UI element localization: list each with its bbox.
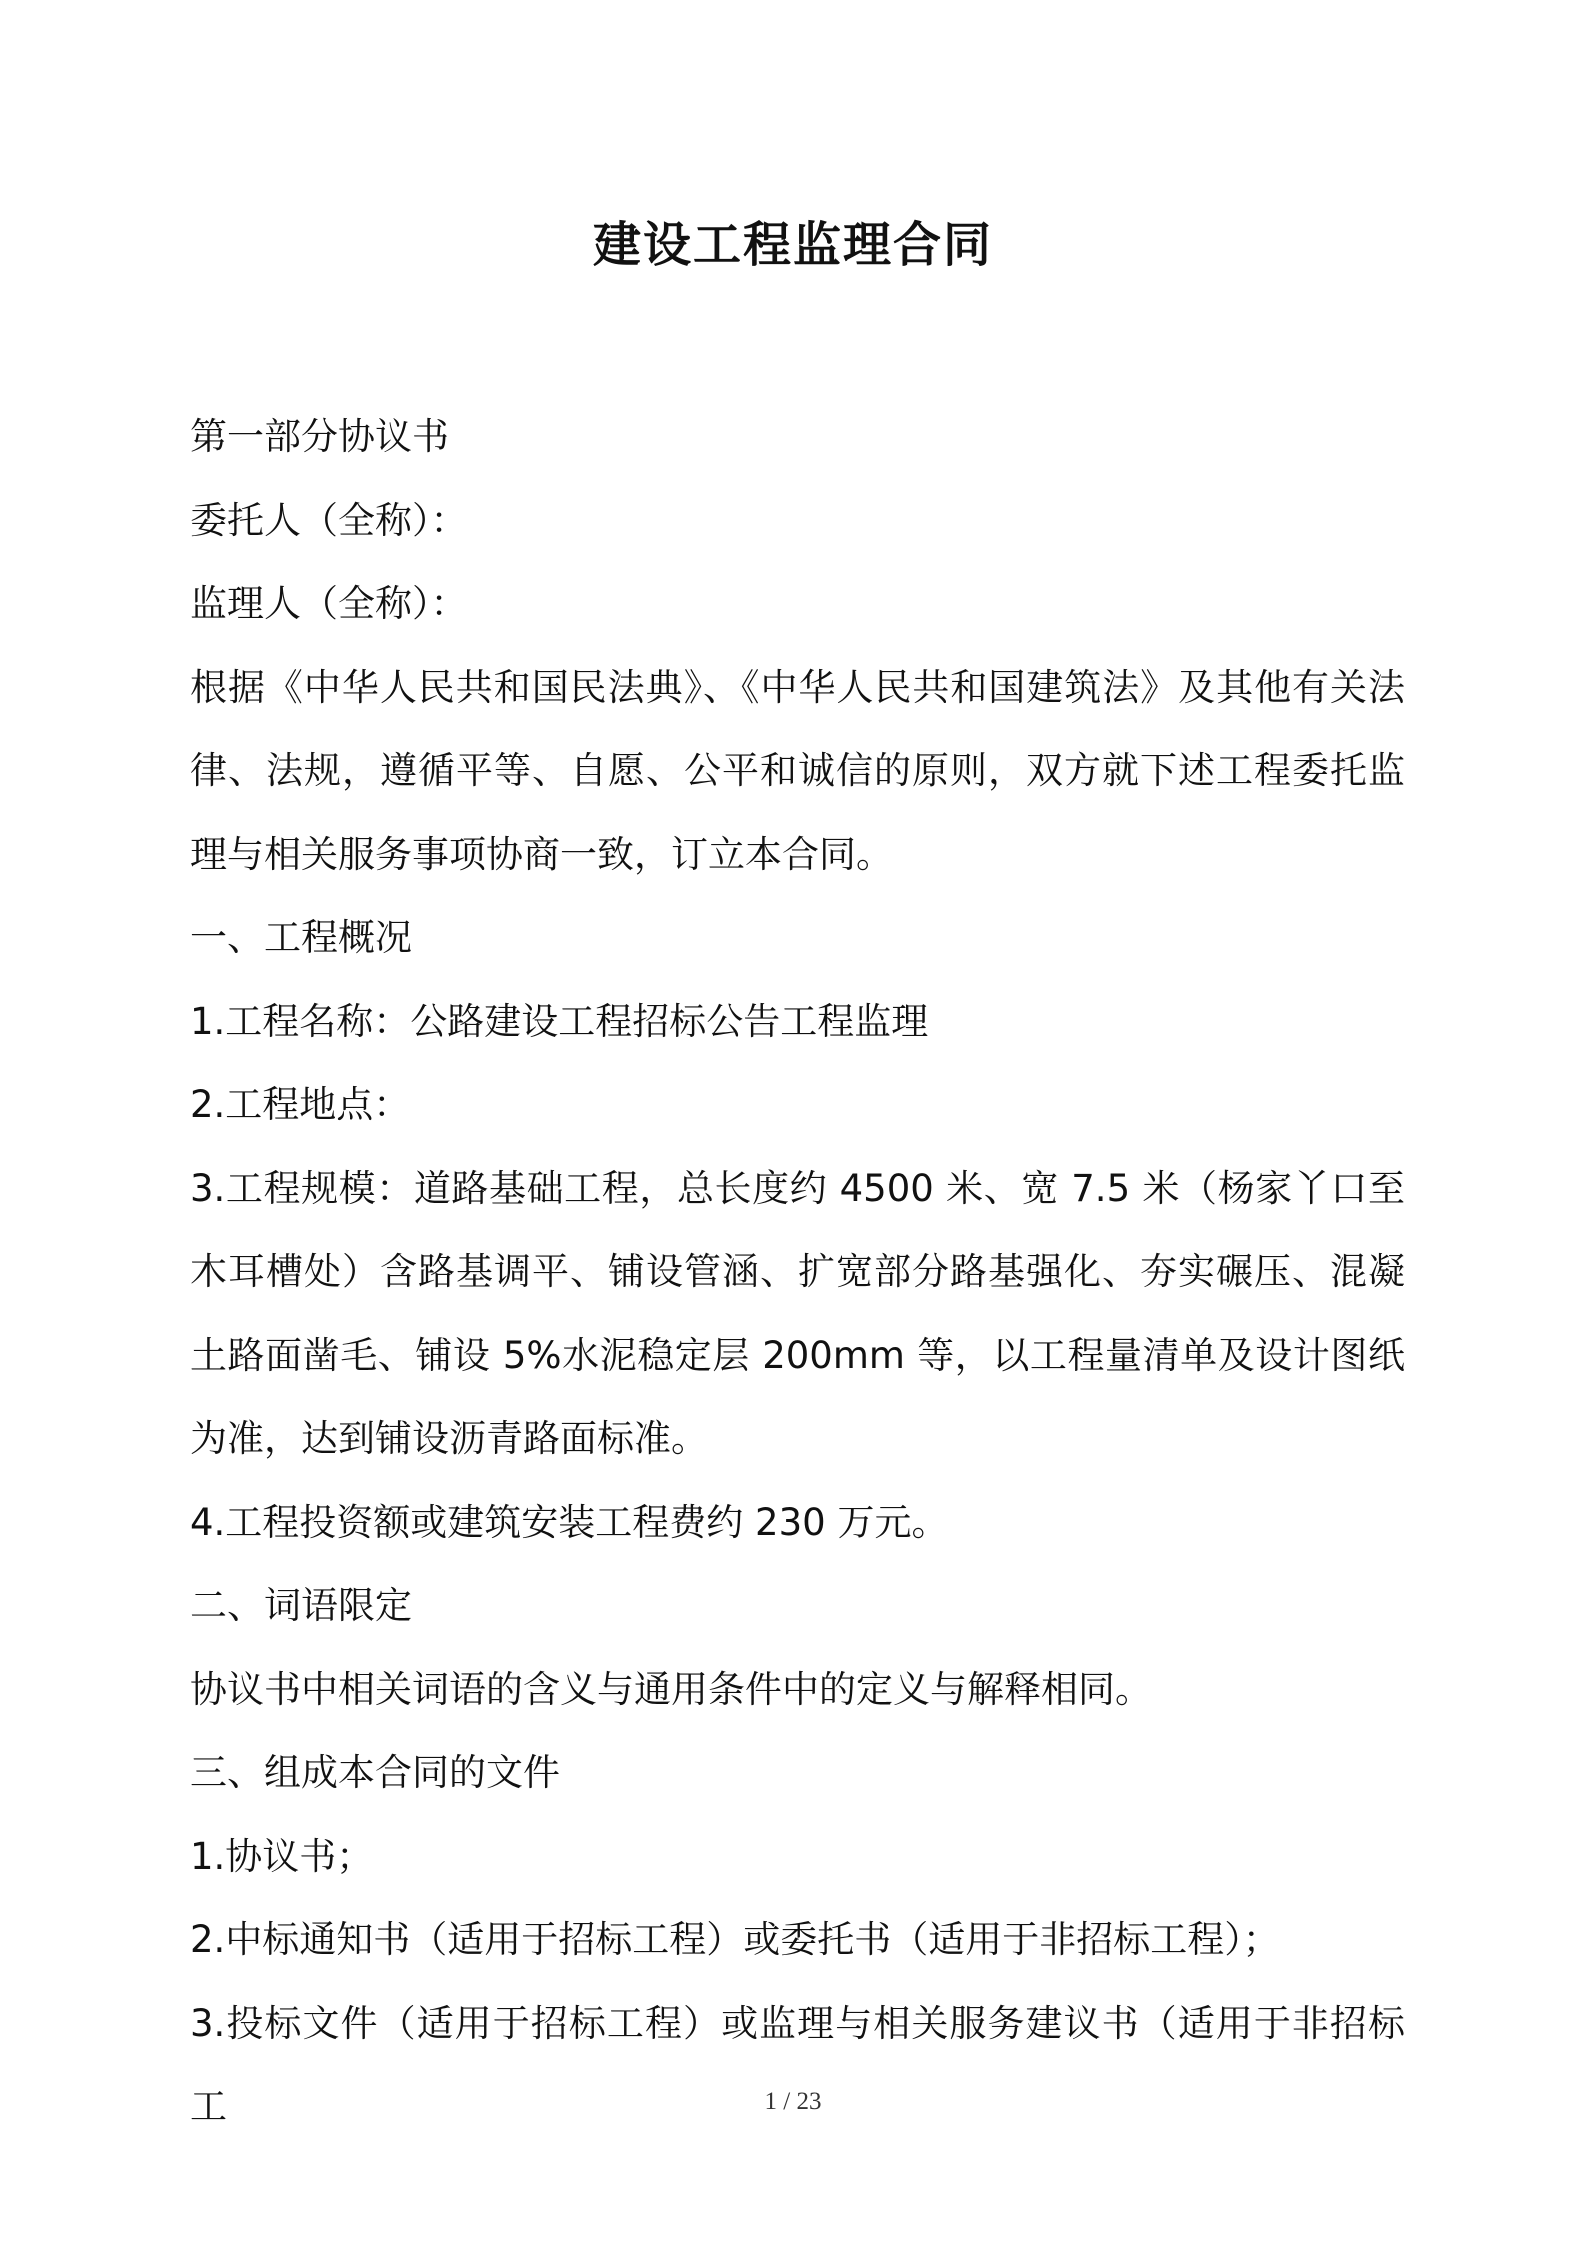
document-title: 建设工程监理合同 <box>592 217 993 273</box>
paragraph-doc-3: 3.投标文件（适用于招标工程）或监理与相关服务建议书（适用于非招标工 <box>190 2001 1405 2128</box>
paragraph-doc-1: 1.协议书； <box>190 1834 374 1878</box>
paragraph-project-investment: 4.工程投资额或建筑安装工程费约 230 万元。 <box>190 1500 949 1544</box>
paragraph-project-location: 2.工程地点： <box>190 1083 411 1126</box>
section-heading-overview: 一、工程概况 <box>190 916 412 959</box>
paragraph-terms: 协议书中相关词语的含义与通用条件中的定义与解释相同。 <box>190 1667 1152 1711</box>
paragraph-supervisor: 监理人（全称）： <box>190 582 468 625</box>
paragraph-doc-2: 2.中标通知书（适用于招标工程）或委托书（适用于非招标工程）； <box>190 1918 1280 1961</box>
paragraph-client: 委托人（全称）： <box>190 498 468 542</box>
document-body <box>190 395 1405 2149</box>
section-heading-documents: 三、组成本合同的文件 <box>190 1751 560 1794</box>
section-heading-terms: 二、词语限定 <box>190 1584 412 1627</box>
paragraph-project-name: 1.工程名称：公路建设工程招标公告工程监理 <box>190 999 929 1043</box>
paragraph-project-scale: 3.工程规模：道路基础工程，总长度约 4500 米、宽 7.5 米（杨家丫口至木耳槽处）含路基调平、铺设管涵、扩宽部分路基强化、夯实碾压、混凝土路面凿毛、铺设 5%水泥稳定层 200mm 等，以工程量清单及设计图纸为准，达到铺设沥青路面标准。 <box>190 1166 1405 1460</box>
paragraph-part-one-heading: 第一部分协议书 <box>190 415 449 458</box>
page-number: 1 / 23 <box>764 2088 822 2115</box>
paragraph-preamble: 根据《中华人民共和国民法典》、《中华人民共和国建筑法》及其他有关法律、法规，遵循平等、自愿、公平和诚信的原则，双方就下述工程委托监理与相关服务事项协商一致，订立本合同。 <box>190 665 1405 876</box>
